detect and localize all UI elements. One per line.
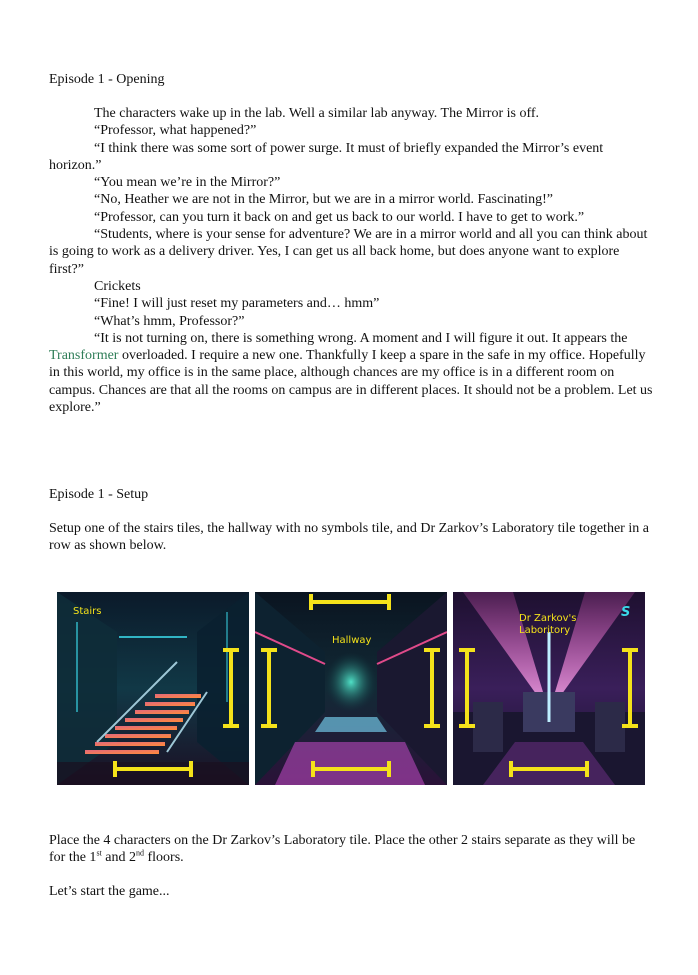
paragraph: The characters wake up in the lab. Well a similar lab anyway. The Mirror is off. (94, 106, 540, 121)
placement-instructions (49, 832, 653, 867)
hallway-tile-art (255, 592, 447, 785)
paragraph: “Professor, can you turn it back on and get us back to our world. I have to get to work.” (94, 209, 585, 225)
text-run: floors. (144, 850, 184, 866)
opening-heading: Episode 1 - Opening (49, 72, 165, 87)
tile-row (57, 592, 647, 785)
hallway-tile (255, 592, 447, 785)
paragraph: “Fine! I will just reset my parameters and… hmm” (94, 296, 380, 312)
opening-body (49, 105, 653, 416)
hallway-tile-label: Hallway (332, 635, 372, 646)
text-run: “It is not turning on, there is something wrong. A moment and I will figure it out. It appears the (94, 330, 628, 346)
paragraph: “I think there was some sort of power surge. It must of briefly expanded the Mirror’s event horizon.” (49, 140, 604, 173)
setup-heading: Episode 1 - Setup (49, 487, 149, 502)
text-run: overloaded. I require a new one. Thankfully I keep a spare in the safe in my office. Hopefully in this world, my office is in the same place, although chances are my office is in a different room on campus. Chances are that all the rooms on campus are in different places. It should not be a problem. Let us explore.” (49, 348, 653, 416)
stairs-tile-label: Stairs (73, 606, 102, 617)
superscript: st (96, 848, 102, 858)
paragraph: “No, Heather we are not in the Mirror, but we are in a mirror world. Fascinating!” (94, 192, 553, 208)
text-run: and 2 (101, 850, 136, 866)
paragraph: Crickets (94, 278, 141, 294)
paragraph: “Professor, what happened?” (94, 123, 257, 139)
paragraph: “You mean we’re in the Mirror?” (94, 175, 281, 191)
superscript: nd (136, 848, 144, 858)
laboratory-tile-label (519, 613, 577, 637)
laboratory-label-line2: Laboritory (519, 625, 571, 636)
corner-mark: S (621, 605, 631, 620)
paragraph (49, 330, 653, 416)
stairs-tile (57, 592, 249, 785)
paragraph: “Students, where is your sense for adventure? We are in a mirror world and all you can think about is going to work as a delivery driver. Yes, I can get us all back home, but does anyone want to explore first?” (49, 227, 648, 277)
paragraph: “What’s hmm, Professor?” (94, 313, 245, 329)
laboratory-label-line1: Dr Zarkov's (519, 613, 577, 624)
text-run: Place the 4 characters on the Dr Zarkov’s Laboratory tile. Place the other 2 stairs separate as they will be for the 1 (49, 833, 636, 866)
setup-instructions: Setup one of the stairs tiles, the hallway with no symbols tile, and Dr Zarkov’s Laboratory tile together in a row as shown below. (49, 521, 649, 554)
closing-line: Let’s start the game... (49, 884, 170, 899)
transformer-link[interactable]: Transformer (49, 348, 119, 364)
stairs-tile-art (57, 592, 249, 785)
laboratory-tile (453, 592, 645, 785)
